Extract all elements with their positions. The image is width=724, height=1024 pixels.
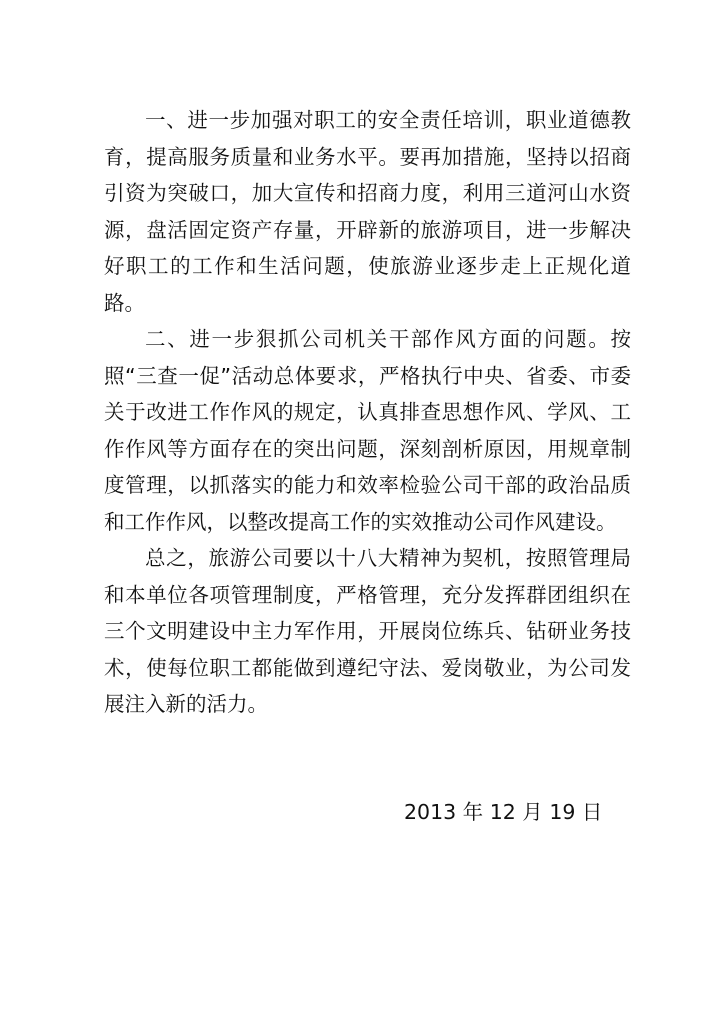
document-body xyxy=(104,102,631,723)
paragraph-3: 总之，旅游公司要以十八大精神为契机，按照管理局和本单位各项管理制度，严格管理，充分发挥群团组织在三个文明建设中主力军作用，开展岗位练兵、钻研业务技术，使每位职工都能做到遵纪守法、爱岗敬业，为公司发展注入新的活力。 xyxy=(104,546,631,716)
document-date: 2013 年 12 月 19 日 xyxy=(404,800,603,824)
paragraph-2: 二、进一步狠抓公司机关干部作风方面的问题。按照“三查一促”活动总体要求，严格执行中央、省委、市委关于改进工作作风的规定，认真排查思想作风、学风、工作作风等方面存在的突出问题，深刻剖析原因，用规章制度管理，以抓落实的能力和效率检验公司干部的政治品质和工作作风，以整改提高工作的实效推动公司作风建设。 xyxy=(104,327,631,534)
paragraph-1: 一、进一步加强对职工的安全责任培训，职业道德教育，提高服务质量和业务水平。要再加措施，坚持以招商引资为突破口，加大宣传和招商力度，利用三道河山水资源，盘活固定资产存量，开辟新的旅游项目，进一步解决好职工的工作和生活问题，使旅游业逐步走上正规化道路。 xyxy=(104,108,631,315)
